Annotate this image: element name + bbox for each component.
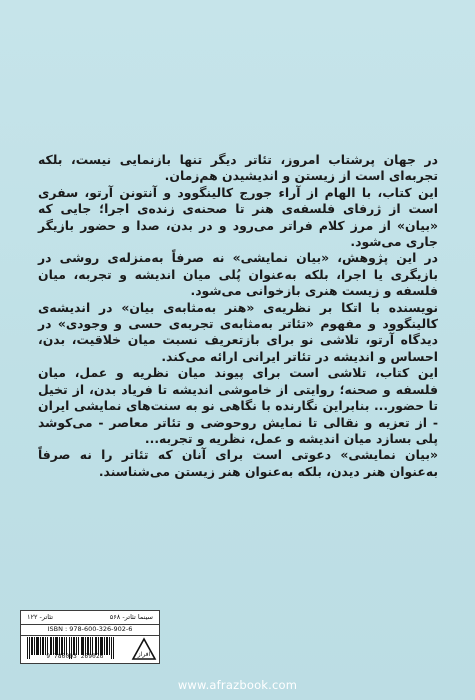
blurb-paragraph-4: نویسنده با اتکا بر نظریه‌ی «هنر به‌مثابه‌ی بیان» در اندیشه‌ی کالینگوود و مفهوم «تئاتر به‌مثابه‌ی تجربه‌ی حسی و وجودی» در دیدگاه آرتو، تلاشی نو برای بازتعریف نسبت میان خلاقیت، بدن، احساس و اندیشه در تئاتر ایرانی ارائه می‌کند. <box>38 299 438 364</box>
publisher-website: www.afrazbook.com <box>177 678 298 692</box>
isbn-box <box>20 610 160 664</box>
back-cover-blurb <box>38 152 438 480</box>
publisher-logo-text: افراز <box>137 651 151 658</box>
isbn-label: ISBN : 978-600-326-902-6 <box>21 624 159 636</box>
blurb-paragraph-3: در این پژوهش، «بیان نمایشی» نه صرفاً به‌منزله‌ی روشی در بازیگری یا اجرا، بلکه به‌عنوان پُلی میان اندیشه و تجربه، میان فلسفه و زیست هنری بازخوانی می‌شود. <box>38 250 438 299</box>
blurb-paragraph-5: این کتاب، تلاشی است برای پیوند میان نظریه و عمل، میان فلسفه و صحنه؛ روایتی از خاموشی اندیشه تا فریاد بدن، از تخیل تا حضور... بنابراین نگارنده با نگاهی نو به سنت‌های نمایشی ایران - از تعزیه و نقالی تا نمایش روحوضی و تئاتر معاصر - می‌کوشد پلی بسازد میان اندیشه و عمل، نظریه و تجربه... <box>38 365 438 446</box>
barcode-digits: 9 786003 269026 <box>46 653 104 660</box>
series-row <box>21 611 159 625</box>
publisher-logo <box>131 637 157 663</box>
blurb-paragraph-1: در جهان پرشتاب امروز، تئاتر دیگر تنها بازنمایی نیست، بلکه تجربه‌ای است از زیستن و اندیشیدن هم‌زمان. <box>38 152 438 184</box>
series-number: تئاتر- ۱۲۲ <box>27 613 54 621</box>
blurb-paragraph-2: این کتاب، با الهام از آراء جورج کالینگوود و آنتونن آرتو، سفری است از ژرفای فلسفه‌ی هنر تا صحنه‌ی زنده‌ی اجرا؛ جایی که «بیان» از مرز کلام فراتر می‌رود و در بدن، صدا و حضور بازیگر جاری می‌شود. <box>38 184 438 250</box>
blurb-paragraph-6: «بیان نمایشی» دعوتی است برای آنان که تئاتر را نه صرفاً به‌عنوان هنر دیدن، بلکه به‌عنوان هنر زیستن می‌شناسند. <box>38 447 438 479</box>
series-label: سینما تئاتر- ۵۶۸ <box>109 613 153 621</box>
